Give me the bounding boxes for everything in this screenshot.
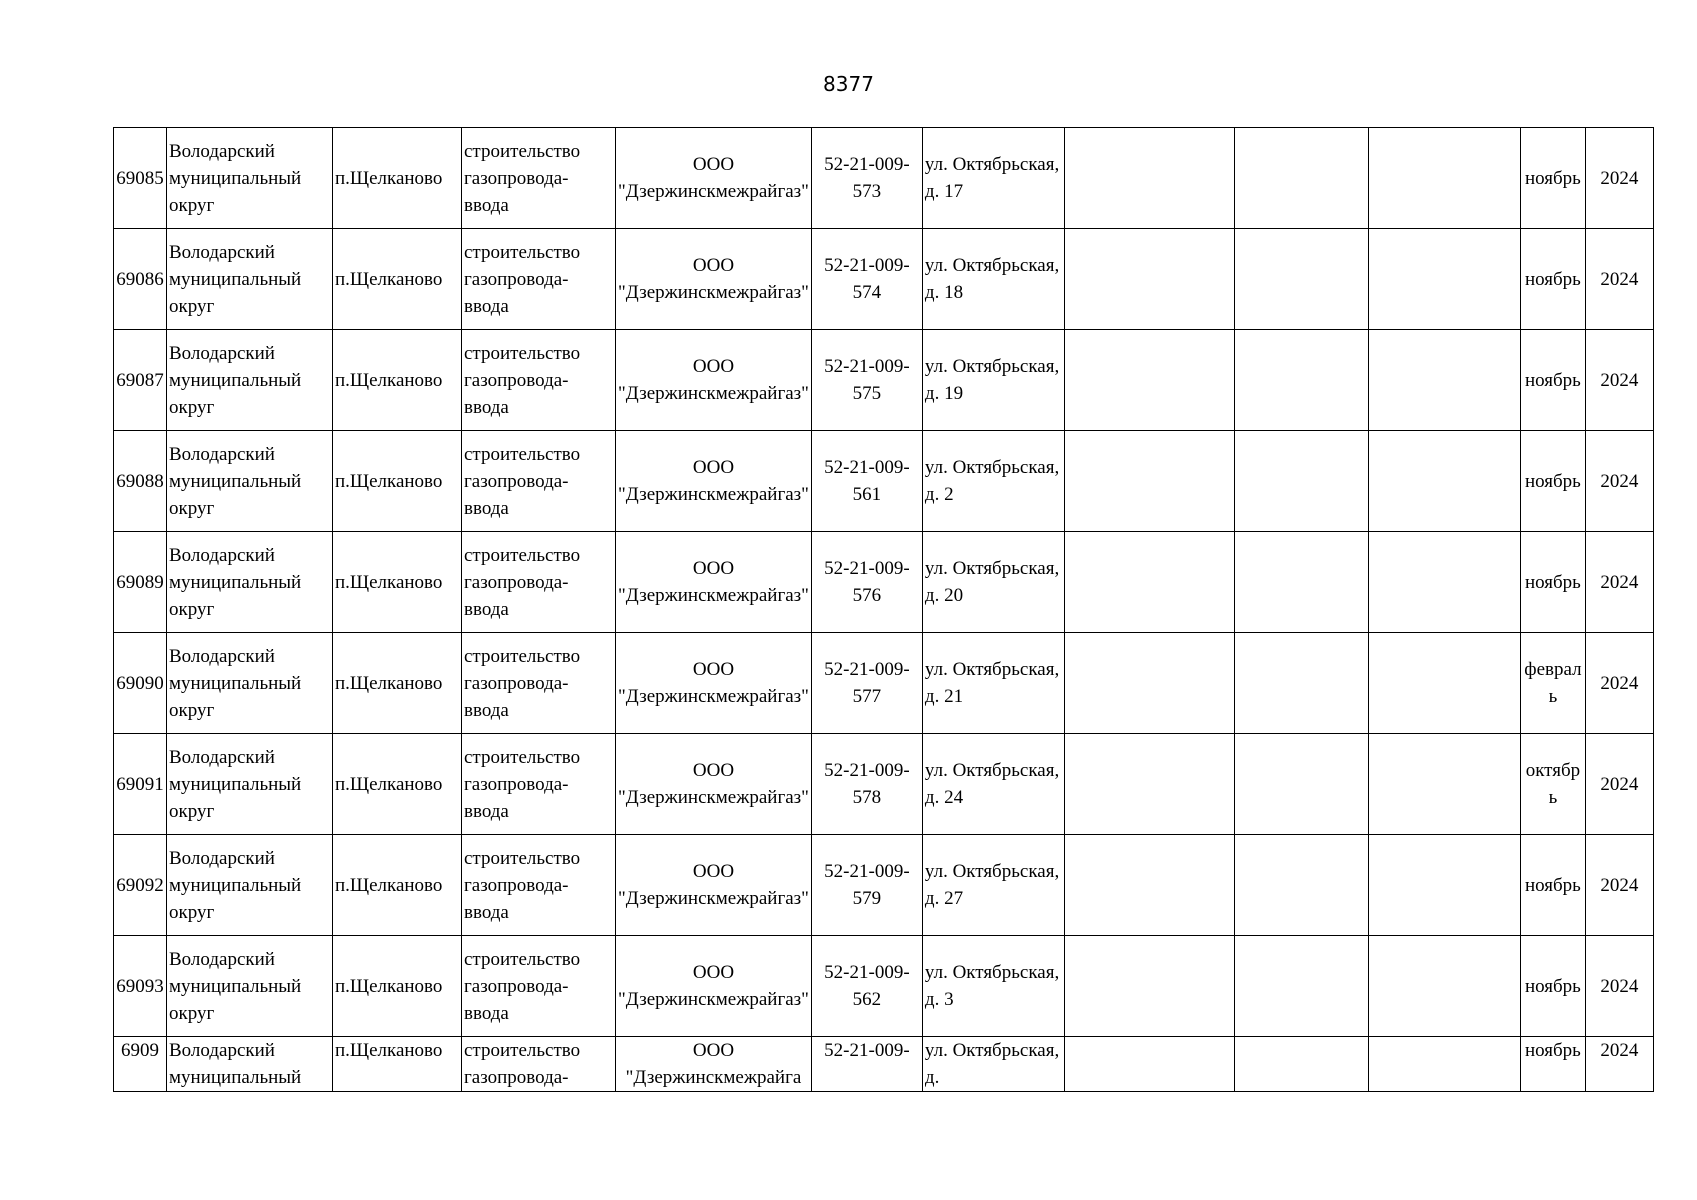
record-number-cell: 69092: [114, 835, 167, 936]
empty-cell: [1064, 128, 1234, 229]
empty-cell: [1368, 1037, 1520, 1092]
organization-cell: ООО "Дзержинскмежрайгаз": [616, 936, 812, 1037]
address-cell: ул. Октябрьская, д. 2: [922, 431, 1064, 532]
record-number-cell: 69090: [114, 633, 167, 734]
empty-cell: [1064, 835, 1234, 936]
settlement-cell: п.Щелканово: [333, 734, 462, 835]
object-code-cell: 52-21-009-578: [811, 734, 922, 835]
organization-cell: ООО "Дзержинскмежрайгаз": [616, 633, 812, 734]
month-text: ноябрь: [1524, 1040, 1581, 1061]
record-number-cell: 69086: [114, 229, 167, 330]
empty-cell: [1064, 431, 1234, 532]
month-cell: февраль: [1520, 633, 1585, 734]
record-number-cell: 69087: [114, 330, 167, 431]
district-cell: Володарский муниципальный округ: [167, 532, 333, 633]
object-code-cell: 52-21-009-576: [811, 532, 922, 633]
address-cell: ул. Октябрьская, д. 27: [922, 835, 1064, 936]
work-type-cell: строительство газопровода-ввода: [462, 936, 616, 1037]
empty-cell: [1234, 1037, 1368, 1092]
address-cell: ул. Октябрьская, д. 17: [922, 128, 1064, 229]
work-type-cell: строительство газопровода-ввода: [462, 431, 616, 532]
table-row: [114, 734, 1654, 835]
empty-cell: [1368, 532, 1520, 633]
year-cell: 2024: [1585, 835, 1653, 936]
address-cell: ул. Октябрьская, д. 21: [922, 633, 1064, 734]
year-cell: 2024: [1585, 532, 1653, 633]
empty-cell: [1064, 734, 1234, 835]
month-cell: октябрь: [1520, 734, 1585, 835]
empty-cell: [1064, 229, 1234, 330]
district-cell: Володарский муниципальный округ: [167, 128, 333, 229]
year-cell: 2024: [1585, 734, 1653, 835]
object-code-cell: 52-21-009-573: [811, 128, 922, 229]
table-row: [114, 128, 1654, 229]
empty-cell: [1064, 330, 1234, 431]
district-cell: [167, 1037, 333, 1092]
empty-cell: [1064, 936, 1234, 1037]
work-type-cell: [462, 1037, 616, 1092]
address-cell: ул. Октябрьская, д. 3: [922, 936, 1064, 1037]
address-cell: ул. Октябрьская, д. 20: [922, 532, 1064, 633]
record-number-cell: 69091: [114, 734, 167, 835]
district-cell: Володарский муниципальный округ: [167, 229, 333, 330]
empty-cell: [1368, 835, 1520, 936]
empty-cell: [1368, 431, 1520, 532]
organization-cell: [616, 1037, 812, 1092]
settlement-cell: п.Щелканово: [333, 330, 462, 431]
district-cell: Володарский муниципальный округ: [167, 936, 333, 1037]
empty-cell: [1368, 229, 1520, 330]
record-number-cell: 69093: [114, 936, 167, 1037]
empty-cell: [1368, 128, 1520, 229]
month-cell: ноябрь: [1520, 128, 1585, 229]
month-cell: ноябрь: [1520, 835, 1585, 936]
organization-cell: ООО "Дзержинскмежрайгаз": [616, 330, 812, 431]
month-cell: ноябрь: [1520, 229, 1585, 330]
settlement-cell: [333, 1037, 462, 1092]
object-code-cell: [811, 1037, 922, 1092]
empty-cell: [1368, 734, 1520, 835]
address-cell: ул. Октябрьская, д. 19: [922, 330, 1064, 431]
empty-cell: [1234, 936, 1368, 1037]
object-code-cell: 52-21-009-574: [811, 229, 922, 330]
month-cell: ноябрь: [1520, 330, 1585, 431]
organization-cell: ООО "Дзержинскмежрайгаз": [616, 734, 812, 835]
object-code-cell: 52-21-009-579: [811, 835, 922, 936]
year-cell: 2024: [1585, 431, 1653, 532]
record-number-cell: 69085: [114, 128, 167, 229]
district-text: Володарский муниципальный: [169, 1040, 302, 1088]
empty-cell: [1234, 330, 1368, 431]
empty-cell: [1064, 633, 1234, 734]
settlement-cell: п.Щелканово: [333, 128, 462, 229]
empty-cell: [1234, 532, 1368, 633]
district-cell: Володарский муниципальный округ: [167, 431, 333, 532]
empty-cell: [1234, 633, 1368, 734]
year-cell: 2024: [1585, 330, 1653, 431]
work-type-cell: строительство газопровода-ввода: [462, 229, 616, 330]
month-cell: [1520, 1037, 1585, 1092]
year-cell: 2024: [1585, 633, 1653, 734]
object-code-text: 52-21-009-: [824, 1040, 910, 1061]
table-row: [114, 835, 1654, 936]
year-cell: 2024: [1585, 936, 1653, 1037]
empty-cell: [1064, 532, 1234, 633]
organization-cell: ООО "Дзержинскмежрайгаз": [616, 532, 812, 633]
district-cell: Володарский муниципальный округ: [167, 835, 333, 936]
work-type-cell: строительство газопровода-ввода: [462, 330, 616, 431]
empty-cell: [1234, 734, 1368, 835]
page-number: 8377: [823, 72, 874, 96]
organization-cell: ООО "Дзержинскмежрайгаз": [616, 431, 812, 532]
work-type-cell: строительство газопровода-ввода: [462, 128, 616, 229]
organization-cell: ООО "Дзержинскмежрайгаз": [616, 835, 812, 936]
settlement-text: п.Щелканово: [335, 1040, 443, 1061]
empty-cell: [1368, 936, 1520, 1037]
organization-text: ООО "Дзержинскмежрайга: [625, 1040, 802, 1088]
district-cell: Володарский муниципальный округ: [167, 330, 333, 431]
empty-cell: [1234, 128, 1368, 229]
object-code-cell: 52-21-009-561: [811, 431, 922, 532]
table-row: [114, 936, 1654, 1037]
record-number-cell: 69088: [114, 431, 167, 532]
empty-cell: [1234, 431, 1368, 532]
settlement-cell: п.Щелканово: [333, 532, 462, 633]
object-code-cell: 52-21-009-575: [811, 330, 922, 431]
address-cell: ул. Октябрьская, д. 24: [922, 734, 1064, 835]
settlement-cell: п.Щелканово: [333, 936, 462, 1037]
settlement-cell: п.Щелканово: [333, 431, 462, 532]
year-cell: 2024: [1585, 229, 1653, 330]
table-row: [114, 1037, 1654, 1092]
work-type-cell: строительство газопровода-ввода: [462, 835, 616, 936]
month-cell: ноябрь: [1520, 936, 1585, 1037]
month-cell: ноябрь: [1520, 532, 1585, 633]
address-cell: [922, 1037, 1064, 1092]
table-row: [114, 229, 1654, 330]
table-row: [114, 431, 1654, 532]
year-cell: [1585, 1037, 1653, 1092]
work-type-cell: строительство газопровода-ввода: [462, 734, 616, 835]
settlement-cell: п.Щелканово: [333, 229, 462, 330]
empty-cell: [1234, 835, 1368, 936]
address-cell: ул. Октябрьская, д. 18: [922, 229, 1064, 330]
empty-cell: [1234, 229, 1368, 330]
table-row: [114, 532, 1654, 633]
district-cell: Володарский муниципальный округ: [167, 734, 333, 835]
work-type-cell: строительство газопровода-ввода: [462, 633, 616, 734]
address-text: ул. Октябрьская, д.: [924, 1040, 1060, 1088]
settlement-cell: п.Щелканово: [333, 633, 462, 734]
empty-cell: [1368, 330, 1520, 431]
settlement-cell: п.Щелканово: [333, 835, 462, 936]
month-cell: ноябрь: [1520, 431, 1585, 532]
table-row: [114, 633, 1654, 734]
year-text: 2024: [1600, 1040, 1639, 1061]
record-number-cell: 69089: [114, 532, 167, 633]
record-number-text: 6909: [121, 1040, 159, 1061]
empty-cell: [1368, 633, 1520, 734]
record-number-cell: [114, 1037, 167, 1092]
work-type-text: строительство газопровода-: [464, 1040, 581, 1088]
empty-cell: [1064, 1037, 1234, 1092]
organization-cell: ООО "Дзержинскмежрайгаз": [616, 229, 812, 330]
table-row: [114, 330, 1654, 431]
object-code-cell: 52-21-009-562: [811, 936, 922, 1037]
year-cell: 2024: [1585, 128, 1653, 229]
work-type-cell: строительство газопровода-ввода: [462, 532, 616, 633]
organization-cell: ООО "Дзержинскмежрайгаз": [616, 128, 812, 229]
gas-pipeline-schedule-table: [113, 127, 1654, 1092]
object-code-cell: 52-21-009-577: [811, 633, 922, 734]
district-cell: Володарский муниципальный округ: [167, 633, 333, 734]
